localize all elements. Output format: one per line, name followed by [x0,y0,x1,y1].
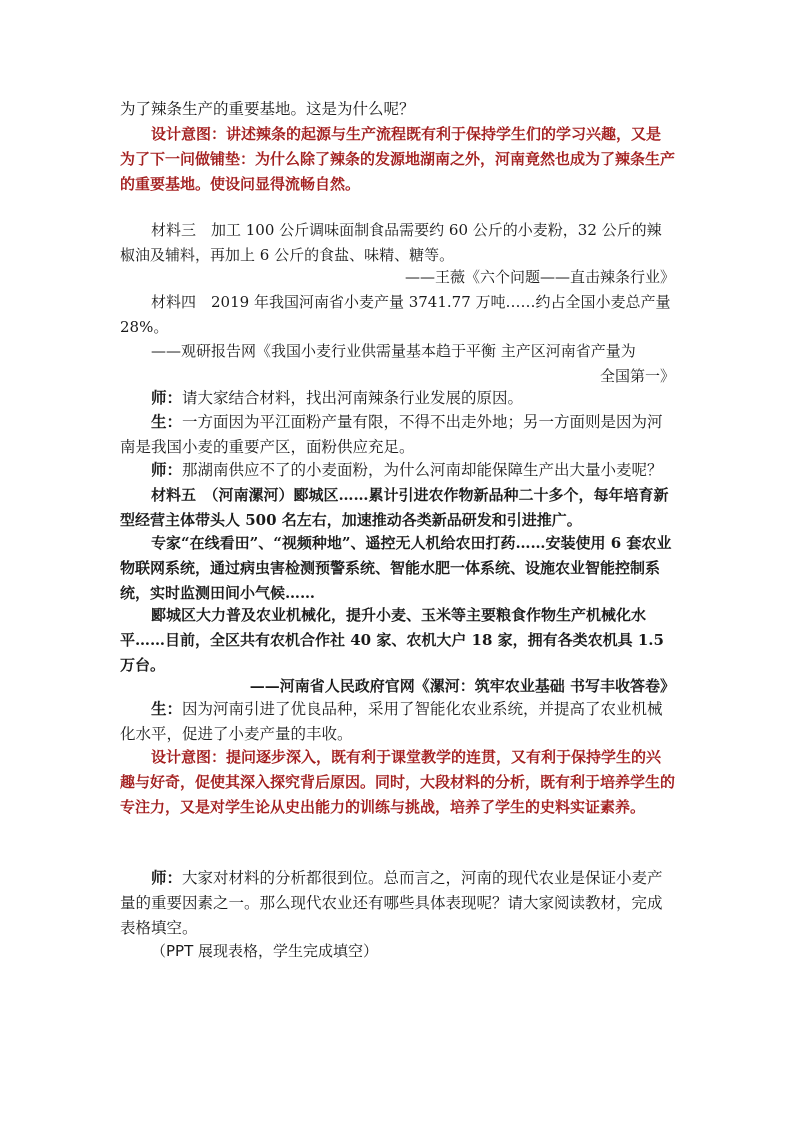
material-3: 材料三 加工 100 公斤调味面制食品需要约 60 公斤的小麦粉，32 公斤的辣椒油及辅料，再加上 6 公斤的食盐、味精、糖等。 [120,221,662,264]
material-5-source: ——河南省人民政府官网《漯河：筑牢农业基础 书写丰收答卷》 [249,677,675,695]
design-intent-2 [120,745,675,820]
teacher-line-1-text: 请大家结合材料，找出河南辣条行业发展的原因。 [182,389,524,407]
student-line-1 [120,410,675,460]
teacher-line-2-text: 那湖南供应不了的小麦面粉，为什么河南却能保障生产出大量小麦呢？ [182,461,663,479]
material-4-source-line1: ——观研报告网《我国小麦行业供需量基本趋于平衡 主产区河南省产量为 [151,342,636,360]
teacher-line-2 [120,458,675,483]
student-line-1-text: 一方面因为平江面粉产量有限，不得不出走外地；另一方面则是因为河南是我国小麦的重要产区，面粉供应充足。 [120,413,663,456]
speaker-teacher: 师： [151,389,183,407]
design-intent-label: 设计意图： [151,748,227,766]
speaker-student: 生： [151,413,183,431]
classroom-note: （PPT 展现表格，学生完成填空） [151,942,379,960]
speaker-teacher: 师： [151,869,183,887]
speaker-teacher: 师： [151,461,183,479]
teacher-line-3 [120,866,675,941]
student-line-2-text: 因为河南引进了优良品种，采用了智能化农业系统，并提高了农业机械化水平，促进了小麦产量的丰收。 [120,700,663,743]
teacher-line-3-text: 大家对材料的分析都很到位。总而言之，河南的现代农业是保证小麦产量的重要因素之一。那么现代农业还有哪些具体表现呢？请大家阅读教材，完成表格填空。 [120,869,663,937]
teacher-line-1 [120,386,675,411]
material-4: 材料四 2019 年我国河南省小麦产量 3741.77 万吨……约占全国小麦总产量 28%。 [120,293,671,336]
paragraph-intro: 为了辣条生产的重要基地。这是为什么呢？ [120,100,415,118]
material-5-para-2: 专家“在线看田”、“视频种地”、遥控无人机给农田打药……安装使用 6 套农业物联网系统，通过病虫害检测预警系统、智能水肥一体系统、设施农业智能控制系统，实时监测田间小气候…… [120,534,672,602]
material-5-para-3: 郾城区大力普及农业机械化，提升小麦、玉米等主要粮食作物生产机械化水平……目前，全区共有农机合作社 40 家、农机大户 18 家，拥有各类农机具 1.5 万台。 [120,606,664,674]
design-intent-text: 提问逐步深入，既有利于课堂教学的连贯，又有利于保持学生的兴趣与好奇，促使其深入探究背后原因。同时，大段材料的分析，既有利于培养学生的专注力，又是对学生论从史出能力的训练与挑战，培养了学生的史料实证素养。 [120,748,676,816]
design-intent-label: 设计意图： [151,125,227,143]
student-line-2 [120,697,675,747]
material-5-para-1: 材料五 （河南漯河）郾城区……累计引进农作物新品种二十多个，每年培育新型经营主体带头人 500 名左右，加速推动各类新品研发和引进推广。 [120,486,669,529]
material-3-source: ——王薇《六个问题——直击辣条行业》 [404,268,675,286]
design-intent-1 [120,122,675,197]
speaker-student: 生： [151,700,183,718]
material-4-source-line2: 全国第一》 [599,367,675,385]
design-intent-text: 讲述辣条的起源与生产流程既有利于保持学生们的学习兴趣，又是为了下一问做铺垫：为什么除了辣条的发源地湖南之外，河南竟然也成为了辣条生产的重要基地。使设问显得流畅自然。 [120,125,676,193]
